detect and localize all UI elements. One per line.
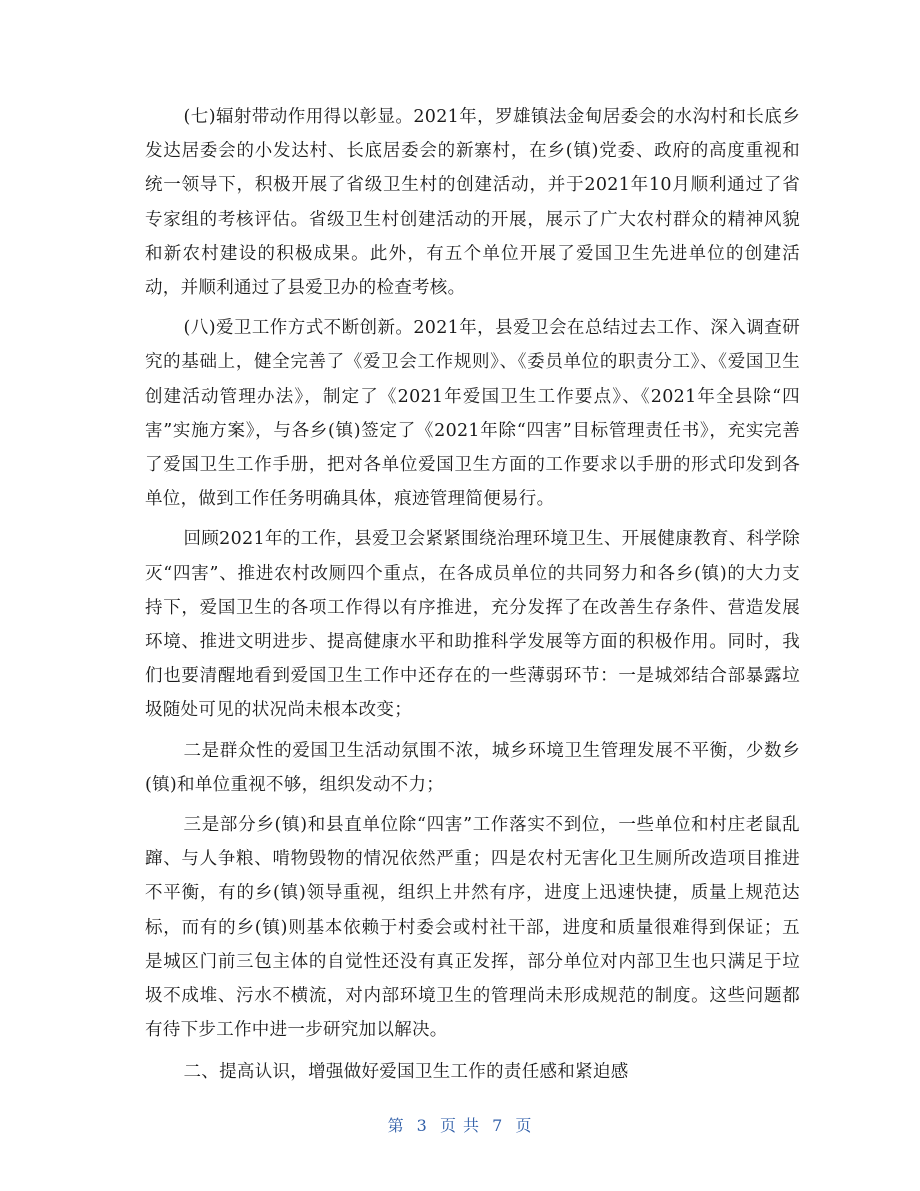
footer-page-number: 3 — [416, 1116, 428, 1135]
footer-total-pages: 7 — [492, 1116, 504, 1135]
paragraph-7: (七)辐射带动作用得以彰显。2021年，罗雄镇法金甸居委会的水沟村和长底乡发达居委会的小发达村、长底居委会的新寨村，在乡(镇)党委、政府的高度重视和统一领导下，积极开展了省级卫生村的创建活动，并于2021年10月顺利通过了省专家组的考核评估。省级卫生村创建活动的开展，展示了广大农村群众的精神风貌和新农村建设的积极成果。此外，有五个单位开展了爱国卫生先进单位的创建活动，并顺利通过了县爱卫办的检查考核。 — [145, 107, 800, 299]
footer-suffix: 页 — [515, 1116, 533, 1135]
paragraph-issue-2: 二是群众性的爱国卫生活动氛围不浓，城乡环境卫生管理发展不平衡，少数乡(镇)和单位重视不够，组织发动不力； — [145, 740, 800, 795]
paragraph-review: 回顾2021年的工作，县爱卫会紧紧围绕治理环境卫生、开展健康教育、科学除灭“四害”、推进农村改厕四个重点，在各成员单位的共同努力和各乡(镇)的大力支持下，爱国卫生的各项工作得以有序推进，充分发挥了在改善生存条件、营造发展环境、推进文明进步、提高健康水平和助推科学发展等方面的积极作用。同时，我们也要清醒地看到爱国卫生工作中还存在的一些薄弱环节：一是城郊结合部暴露垃圾随处可见的状况尚未根本改变； — [145, 529, 800, 721]
paragraph-8: (八)爱卫工作方式不断创新。2021年，县爱卫会在总结过去工作、深入调查研究的基础上，健全完善了《爱卫会工作规则》、《委员单位的职责分工》、《爱国卫生创建活动管理办法》，制定了《2021年爱国卫生工作要点》、《2021年全县除“四害”实施方案》，与各乡(镇)签定了《2021年除“四害”目标管理责任书》，充实完善了爱国卫生工作手册，把对各单位爱国卫生方面的工作要求以手册的形式印发到各单位，做到工作任务明确具体，痕迹管理简便易行。 — [145, 318, 800, 510]
section-heading: 二、提高认识，增强做好爱国卫生工作的责任感和紧迫感 — [183, 1062, 629, 1083]
page-footer — [0, 1113, 920, 1136]
document-body — [145, 100, 800, 1089]
footer-prefix: 第 — [387, 1116, 405, 1135]
footer-middle: 页 共 — [439, 1116, 481, 1135]
paragraph-issue-3: 三是部分乡(镇)和县直单位除“四害”工作落实不到位，一些单位和村庄老鼠乱蹿、与人争粮、啃物毁物的情况依然严重；四是农村无害化卫生厕所改造项目推进不平衡，有的乡(镇)领导重视，组织上井然有序，进度上迅速快捷，质量上规范达标，而有的乡(镇)则基本依赖于村委会或村社干部，进度和质量很难得到保证；五是城区门前三包主体的自觉性还没有真正发挥，部分单位对内部卫生也只满足于垃圾不成堆、污水不横流，对内部环境卫生的管理尚未形成规范的制度。这些问题都有待下步工作中进一步研究加以解决。 — [145, 815, 800, 1041]
